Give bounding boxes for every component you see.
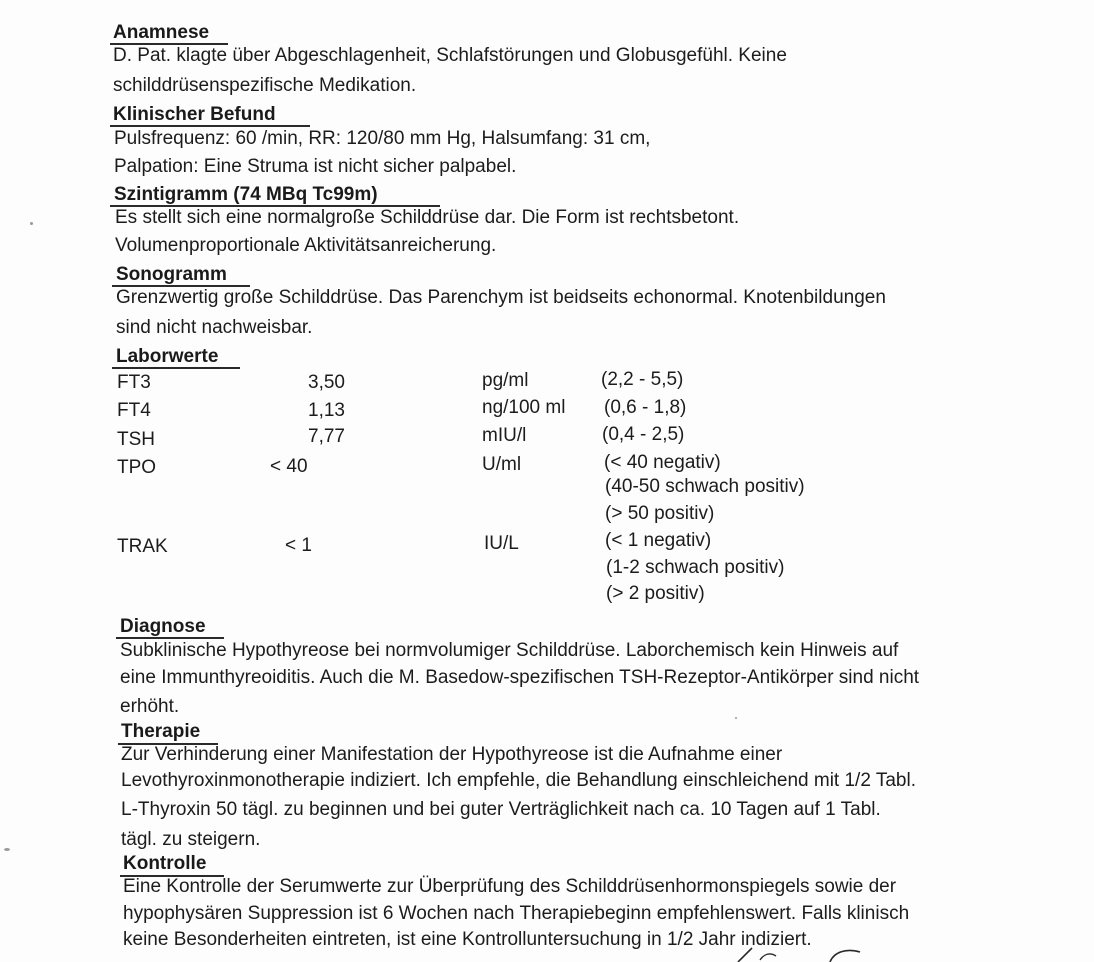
- lab-unit-tsh: mIU/l: [482, 425, 527, 446]
- szintigramm-line-2: Volumenproportionale Aktivitätsanreicherung.: [115, 235, 497, 256]
- klinischer-befund-line-1: Pulsfrequenz: 60 /min, RR: 120/80 mm Hg, Halsumfang: 31 cm,: [114, 128, 651, 149]
- therapie-line-4: tägl. zu steigern.: [121, 829, 261, 850]
- therapie-line-1: Zur Verhinderung einer Manifestation der Hypothyreose ist die Aufnahme einer: [121, 744, 783, 765]
- therapie-line-3: L-Thyroxin 50 tägl. zu beginnen und bei guter Verträglichkeit nach ca. 10 Tagen auf 1 Tabl.: [121, 799, 881, 820]
- laborwerte-heading: Laborwerte: [116, 346, 219, 367]
- lab-unit-tpo: U/ml: [482, 454, 522, 475]
- lab-unit-trak: IU/L: [484, 533, 519, 554]
- szintigramm-line-1: Es stellt sich eine normalgroße Schilddrüse dar. Die Form ist rechtsbetont.: [115, 207, 740, 228]
- lab-value-tsh: 7,77: [308, 426, 345, 447]
- lab-name-tsh: TSH: [117, 429, 155, 450]
- scan-speck: [30, 222, 33, 225]
- lab-ref-trak-3: (> 2 positiv): [606, 583, 705, 604]
- lab-ref-tpo-1: (< 40 negativ): [604, 452, 721, 473]
- szintigramm-heading: Szintigramm (74 MBq Tc99m): [114, 184, 378, 205]
- sonogramm-heading: Sonogramm: [116, 264, 227, 285]
- sonogramm-line-1: Grenzwertig große Schilddrüse. Das Parenchym ist beidseits echonormal. Knotenbildungen: [116, 287, 886, 308]
- lab-unit-ft3: pg/ml: [482, 370, 529, 391]
- kontrolle-heading: Kontrolle: [123, 853, 207, 874]
- laborwerte-underline: [112, 367, 240, 369]
- lab-name-tpo: TPO: [117, 457, 157, 478]
- scan-speck: [4, 848, 10, 851]
- diagnose-underline: [116, 637, 224, 639]
- klinischer-befund-line-2: Palpation: Eine Struma ist nicht sicher palpabel.: [114, 156, 517, 177]
- lab-ref-tpo-3: (> 50 positiv): [605, 503, 715, 524]
- kontrolle-line-2: hypophysären Suppression ist 6 Wochen nach Therapiebeginn empfehlenswert. Falls klinisch: [123, 903, 910, 924]
- anamnese-line-1: D. Pat. klagte über Abgeschlagenheit, Schlafstörungen und Globusgefühl. Keine: [113, 45, 787, 66]
- signature-mark: [730, 946, 870, 962]
- lab-ref-tpo-2: (40-50 schwach positiv): [605, 476, 805, 497]
- diagnose-line-3: erhöht.: [120, 696, 180, 717]
- diagnose-line-2: eine Immunthyreoiditis. Auch die M. Basedow-spezifischen TSH-Rezeptor-Antikörper sind nicht: [120, 667, 920, 688]
- lab-ref-ft3: (2,2 - 5,5): [601, 369, 684, 390]
- lab-ref-trak-1: (< 1 negativ): [605, 530, 712, 551]
- therapie-line-2: Levothyroxinmonotherapie indiziert. Ich empfehle, die Behandlung einschleichend mit 1/2 Tabl.: [121, 770, 916, 791]
- diagnose-heading: Diagnose: [120, 616, 206, 637]
- lab-ref-ft4: (0,6 - 1,8): [604, 397, 687, 418]
- lab-value-trak: < 1: [285, 535, 312, 556]
- kontrolle-line-1: Eine Kontrolle der Serumwerte zur Überprüfung des Schilddrüsenhormonspiegels sowie der: [123, 876, 897, 897]
- lab-name-trak: TRAK: [117, 536, 168, 557]
- lab-name-ft3: FT3: [117, 372, 151, 393]
- anamnese-line-2: schilddrüsenspezifische Medikation.: [113, 75, 417, 96]
- lab-value-ft4: 1,13: [308, 400, 345, 421]
- lab-value-tpo: < 40: [270, 456, 308, 477]
- lab-ref-tsh: (0,4 - 2,5): [602, 424, 685, 445]
- diagnose-line-1: Subklinische Hypothyreose bei normvolumiger Schilddrüse. Laborchemisch kein Hinweis auf: [120, 640, 899, 661]
- klinischer-befund-underline: [110, 125, 310, 127]
- lab-name-ft4: FT4: [117, 400, 151, 421]
- anamnese-heading: Anamnese: [113, 22, 210, 43]
- lab-ref-trak-2: (1-2 schwach positiv): [606, 557, 785, 578]
- kontrolle-line-3: keine Besonderheiten eintreten, ist eine Kontrolluntersuchung in 1/2 Jahr indiziert.: [123, 929, 812, 950]
- lab-unit-ft4: ng/100 ml: [482, 397, 566, 418]
- therapie-heading: Therapie: [121, 721, 201, 742]
- sonogramm-line-2: sind nicht nachweisbar.: [116, 317, 313, 338]
- klinischer-befund-heading: Klinischer Befund: [113, 104, 276, 125]
- lab-value-ft3: 3,50: [308, 372, 345, 393]
- scan-speck: [735, 717, 737, 719]
